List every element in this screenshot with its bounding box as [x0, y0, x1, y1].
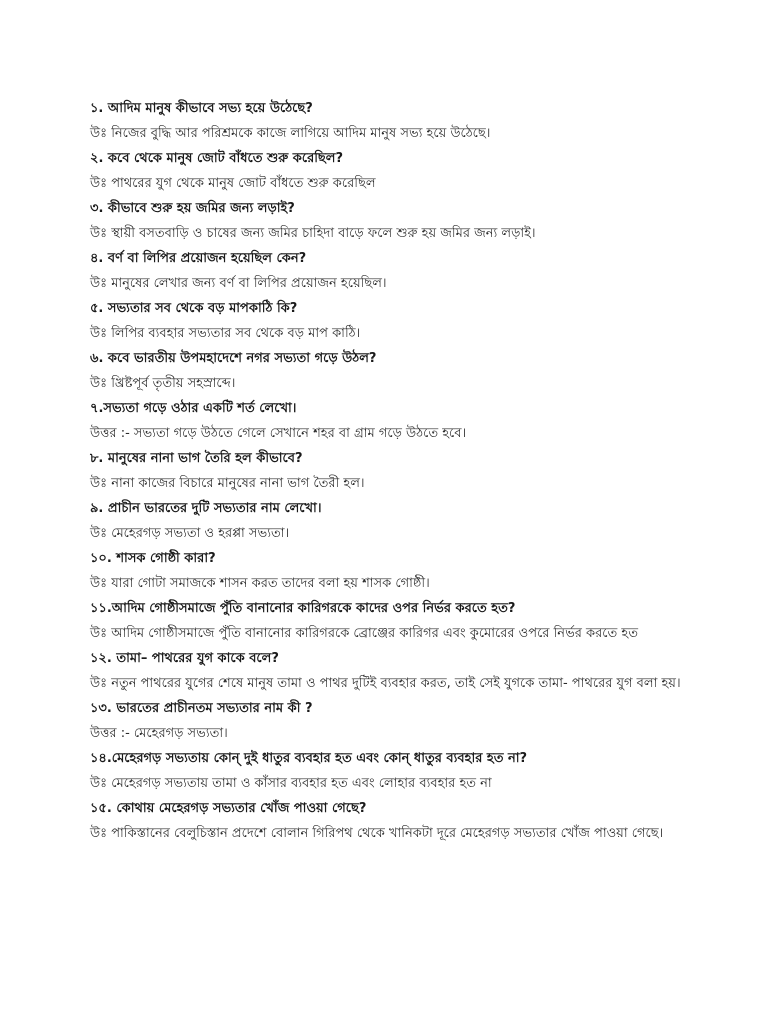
answer-13: উত্তর :- মেহেরগড় সভ্যতা। [90, 726, 228, 741]
answer-11: উঃ আদিম গোষ্ঠীসমাজে পুঁতি বানানোর কারিগরকে ব্রোঞ্জের কারিগর এবং কুমোরের ওপরে নির্ভর করতে হত [90, 626, 638, 641]
question-12: ১২. তামা– পাথরের যুগ কাকে বলে? [90, 651, 279, 666]
answer-14: উঃ মেহেরগড় সভ্যতায় তামা ও কাঁসার ব্যবহার হত এবং লোহার ব্যবহার হত না [90, 776, 492, 791]
answer-8: উঃ নানা কাজের বিচারে মানুষের নানা ভাগ তৈরী হল। [90, 476, 365, 491]
document-page [90, 96, 682, 846]
question-15: ১৫. কোথায় মেহেরগড় সভ্যতার খোঁজ পাওয়া গেছে? [90, 801, 367, 816]
answer-15: উঃ পাকিস্তানের বেলুচিস্তান প্রদেশে বোলান গিরিপথ থেকে খানিকটা দূরে মেহেরগড় সভ্যতার খোঁজ পাওয়া গেছে। [90, 826, 664, 841]
question-7: ৭.সভ্যতা গড়ে ওঠার একটি শর্ত লেখো। [90, 401, 297, 416]
qa-item-14 [90, 746, 682, 796]
question-11: ১১.আদিম গোষ্ঠীসমাজে পুঁতি বানানোর কারিগরকে কাদের ওপর নির্ভর করতে হত? [90, 601, 516, 616]
qa-item-7 [90, 396, 682, 446]
qa-item-1 [90, 96, 682, 146]
qa-item-5 [90, 296, 682, 346]
answer-1: উঃ নিজের বুদ্ধি আর পরিশ্রমকে কাজে লাগিয়ে আদিম মানুষ সভ্য হয়ে উঠেছে। [90, 126, 491, 141]
qa-item-10 [90, 546, 682, 596]
qa-item-9 [90, 496, 682, 546]
answer-10: উঃ যারা গোটা সমাজকে শাসন করত তাদের বলা হয় শাসক গোষ্ঠী। [90, 576, 430, 591]
answer-7: উত্তর :- সভ্যতা গড়ে উঠতে গেলে সেখানে শহর বা গ্রাম গড়ে উঠতে হবে। [90, 426, 467, 441]
question-3: ৩. কীভাবে শুরু হয় জমির জন্য লড়াই? [90, 201, 295, 216]
qa-item-12 [90, 646, 682, 696]
answer-6: উঃ খ্রিষ্টপূর্ব তৃতীয় সহস্রাব্দে। [90, 376, 236, 391]
answer-3: উঃ স্থায়ী বসতবাড়ি ও চাষের জন্য জমির চাহিদা বাড়ে ফলে শুরু হয় জমির জন্য লড়াই। [90, 226, 536, 241]
qa-item-2 [90, 146, 682, 196]
qa-item-8 [90, 446, 682, 496]
question-2: ২. কবে থেকে মানুষ জোট বাঁধতে শুরু করেছিল? [90, 151, 344, 166]
question-8: ৮. মানুষের নানা ভাগ তৈরি হল কীভাবে? [90, 451, 303, 466]
answer-5: উঃ লিপির ব্যবহার সভ্যতার সব থেকে বড় মাপ কাঠি। [90, 326, 361, 341]
qa-item-15 [90, 796, 682, 846]
qa-item-6 [90, 346, 682, 396]
question-4: ৪. বর্ণ বা লিপির প্রয়োজন হয়েছিল কেন? [90, 251, 307, 266]
question-13: ১৩. ভারতের প্রাচীনতম সভ্যতার নাম কী ? [90, 701, 313, 716]
answer-4: উঃ মানুষের লেখার জন্য বর্ণ বা লিপির প্রয়োজন হয়েছিল। [90, 276, 387, 291]
qa-item-3 [90, 196, 682, 246]
question-10: ১০. শাসক গোষ্ঠী কারা? [90, 551, 216, 566]
qa-item-13 [90, 696, 682, 746]
qa-item-11 [90, 596, 682, 646]
question-6: ৬. কবে ভারতীয় উপমহাদেশে নগর সভ্যতা গড়ে উঠল? [90, 351, 377, 366]
qa-item-4 [90, 246, 682, 296]
question-9: ৯. প্রাচীন ভারতের দুটি সভ্যতার নাম লেখো। [90, 501, 322, 516]
question-1: ১. আদিম মানুষ কীভাবে সভ্য হয়ে উঠেছে? [90, 101, 313, 116]
answer-2: উঃ পাথরের যুগ থেকে মানুষ জোট বাঁধতে শুরু করেছিল [90, 176, 376, 191]
question-14: ১৪.মেহেরগড় সভ্যতায় কোন্ দুই ধাতুর ব্যবহার হত এবং কোন্ ধাতুর ব্যবহার হত না? [90, 751, 528, 766]
answer-9: উঃ মেহেরগড় সভ্যতা ও হরপ্পা সভ্যতা। [90, 526, 290, 541]
answer-12: উঃ নতুন পাথরের যুগের শেষে মানুষ তামা ও পাথর দুটিই ব্যবহার করত, তাই সেই যুগকে তামা- পাথরের যুগ বলা হয়। [90, 676, 681, 691]
question-5: ৫. সভ্যতার সব থেকে বড় মাপকাঠি কি? [90, 301, 298, 316]
